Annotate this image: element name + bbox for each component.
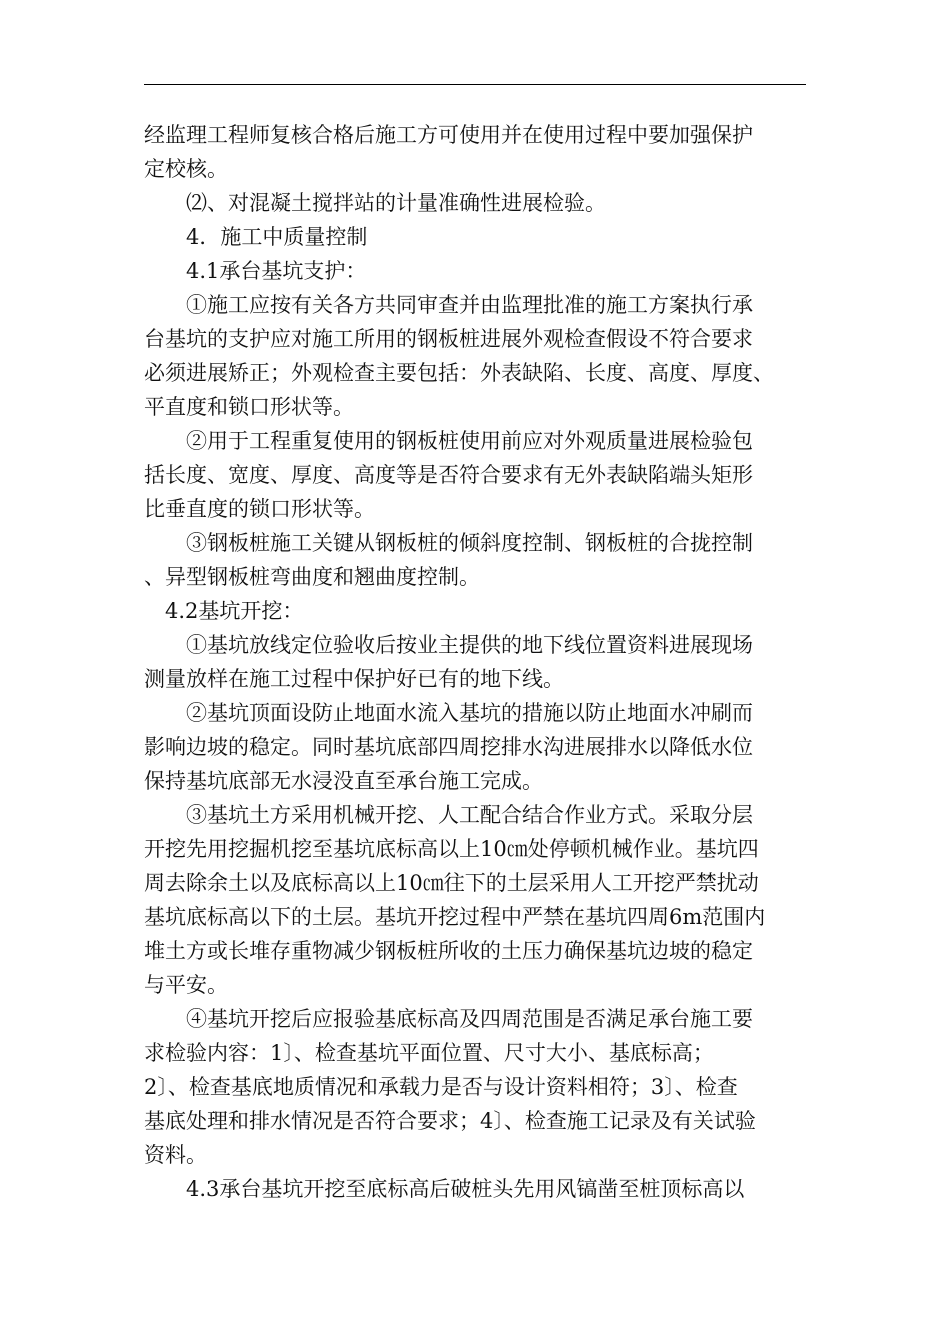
text-line: ②基坑顶面设防止地面水流入基坑的措施以防止地面水冲刷而 — [186, 701, 753, 725]
text-line: ④基坑开挖后应报验基底标高及四周范围是否满足承台施工要 — [186, 1007, 753, 1031]
text-line: 与平安。 — [144, 973, 228, 997]
text-line: 4.3承台基坑开挖至底标高后破桩头先用风镐凿至桩顶标高以 — [186, 1177, 745, 1201]
text-line: 基坑底标高以下的土层。基坑开挖过程中严禁在基坑四周6m范围内 — [144, 905, 766, 929]
text-line: 平直度和锁口形状等。 — [144, 395, 354, 419]
text-line: ③基坑土方采用机械开挖、人工配合结合作业方式。采取分层 — [186, 803, 753, 827]
text-line: 影响边坡的稳定。同时基坑底部四周挖排水沟进展排水以降低水位 — [144, 735, 753, 759]
text-line: 保持基坑底部无水浸没直至承台施工完成。 — [144, 769, 543, 793]
text-line: 台基坑的支护应对施工所用的钢板桩进展外观检查假设不符合要求 — [144, 327, 753, 351]
text-line: 、异型钢板桩弯曲度和翘曲度控制。 — [144, 565, 480, 589]
text-line: ①施工应按有关各方共同审查并由监理批准的施工方案执行承 — [186, 293, 753, 317]
text-line: 求检验内容：1〕、检查基坑平面位置、尺寸大小、基底标高； — [144, 1041, 714, 1065]
document-body — [144, 118, 810, 1206]
header-rule — [144, 84, 806, 85]
text-line: 4.1承台基坑支护： — [186, 259, 367, 283]
text-line: 基底处理和排水情况是否符合要求；4〕、检查施工记录及有关试验 — [144, 1109, 756, 1133]
text-line: 4.2基坑开挖： — [165, 599, 304, 623]
text-line: 2〕、检查基底地质情况和承载力是否与设计资料相符；3〕、检查 — [144, 1075, 738, 1099]
text-line: 4．施工中质量控制 — [186, 225, 368, 249]
text-line: ①基坑放线定位验收后按业主提供的地下线位置资料进展现场 — [186, 633, 753, 657]
text-line: 定校核。 — [144, 157, 228, 181]
text-line: 资料。 — [144, 1143, 207, 1167]
text-line: 开挖先用挖掘机挖至基坑底标高以上10㎝处停顿机械作业。基坑四 — [144, 837, 759, 861]
text-line: 必须进展矫正；外观检查主要包括：外表缺陷、长度、高度、厚度、 — [144, 361, 774, 385]
text-line: 括长度、宽度、厚度、高度等是否符合要求有无外表缺陷端头矩形 — [144, 463, 753, 487]
text-line: ②用于工程重复使用的钢板桩使用前应对外观质量进展检验包 — [186, 429, 753, 453]
text-line: ③钢板桩施工关键从钢板桩的倾斜度控制、钢板桩的合拢控制 — [186, 531, 753, 555]
text-line: 比垂直度的锁口形状等。 — [144, 497, 375, 521]
text-line: 周去除余土以及底标高以上10㎝往下的土层采用人工开挖严禁扰动 — [144, 871, 759, 895]
text-line: 经监理工程师复核合格后施工方可使用并在使用过程中要加强保护 — [144, 123, 753, 147]
text-line: 堆土方或长堆存重物减少钢板桩所收的土压力确保基坑边坡的稳定 — [144, 939, 753, 963]
text-line: ⑵、对混凝土搅拌站的计量准确性进展检验。 — [186, 191, 606, 215]
text-line: 测量放样在施工过程中保护好已有的地下线。 — [144, 667, 564, 691]
